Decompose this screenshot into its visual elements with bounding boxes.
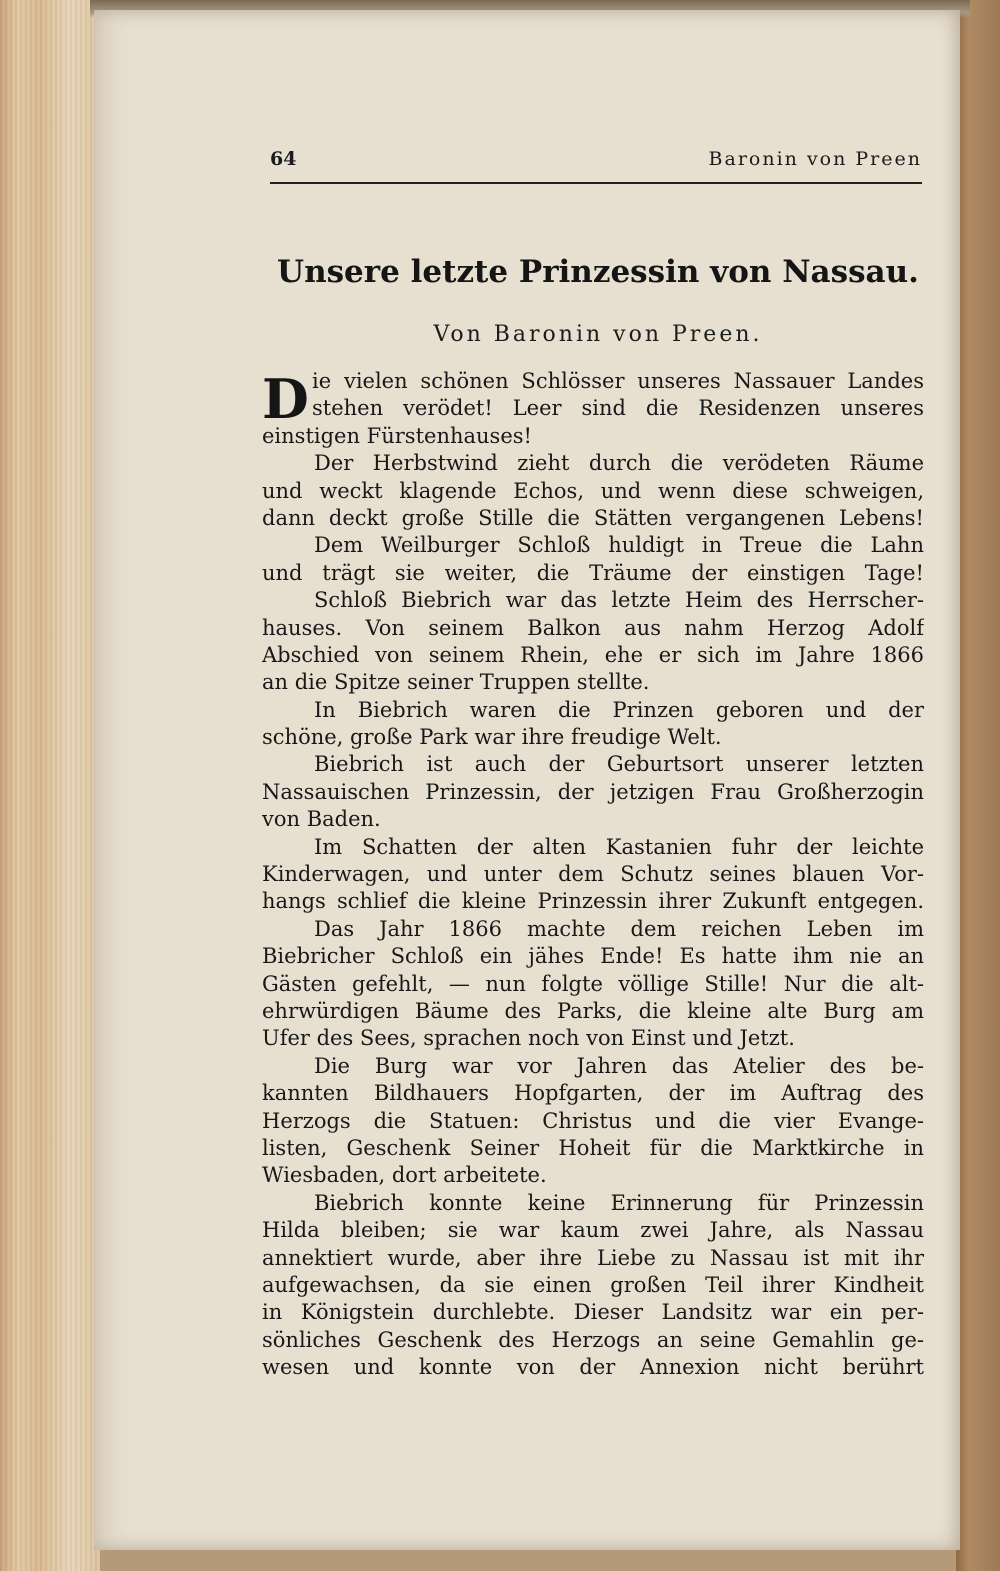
text-line: ehrwürdigen Bäume des Parks, die kleine alte Burg am	[262, 998, 924, 1023]
text-line: Nassauischen Prinzessin, der jetzigen Frau Großherzogin	[262, 779, 924, 804]
text-line: listen, Geschenk Seiner Hoheit für die Marktkirche in	[262, 1135, 924, 1160]
drop-cap: D	[262, 367, 309, 431]
text-line: ie vielen schönen Schlösser unseres Nassauer Landes	[312, 369, 924, 393]
text-line: Die Burg war vor Jahren das Atelier des be-	[314, 1053, 924, 1078]
article-title: Unsere letzte Prinzessin von Nassau.	[277, 254, 919, 290]
article-byline: Von Baronin von Preen.	[433, 322, 763, 347]
text-line: Herzogs die Statuen: Christus und die vier Evange-	[262, 1108, 924, 1133]
text-line: Hilda bleiben; sie war kaum zwei Jahre, als Nassau	[262, 1218, 924, 1243]
text-line: annektiert wurde, aber ihre Liebe zu Nassau ist mit ihr	[262, 1245, 924, 1270]
running-head: Baronin von Preen	[708, 148, 922, 170]
text-line: Dem Weilburger Schloß huldigt in Treue die Lahn	[314, 533, 924, 558]
text-line: Biebricher Schloß ein jähes Ende! Es hatte ihm nie an	[262, 944, 924, 969]
text-line: hangs schlief die kleine Prinzessin ihrer Zukunft entgegen.	[262, 889, 924, 914]
text-line: in Königstein durchlebte. Dieser Landsitz war ein per-	[262, 1300, 924, 1325]
article-body	[262, 368, 924, 1381]
page-header	[270, 148, 922, 184]
text-line: Abschied von seinem Rhein, ehe er sich im Jahre 1866	[262, 642, 924, 667]
text-line: Gästen gefehlt, — nun folgte völlige Stille! Nur die alt-	[262, 971, 924, 996]
text-line: Wiesbaden, dort arbeitete.	[262, 1163, 547, 1188]
text-line: stehen verödet! Leer sind die Residenzen unseres	[312, 396, 924, 421]
text-line: hauses. Von seinem Balkon aus nahm Herzog Adolf	[262, 615, 924, 640]
text-line: Kinderwagen, und unter dem Schutz seines blauen Vor-	[262, 862, 924, 887]
text-line: Der Herbstwind zieht durch die verödeten Räume	[314, 451, 924, 476]
text-line: dann deckt große Stille die Stätten vergangenen Lebens!	[262, 505, 924, 530]
page-stack-edge	[0, 0, 100, 1571]
text-line: an die Spitze seiner Truppen stellte.	[262, 670, 650, 695]
text-line: einstigen Fürstenhauses!	[262, 423, 532, 448]
text-line: Im Schatten der alten Kastanien fuhr der leichte	[314, 834, 924, 859]
text-line: Das Jahr 1866 machte dem reichen Leben im	[314, 916, 924, 941]
text-line: schöne, große Park war ihre freudige Welt.	[262, 725, 722, 750]
text-line: Biebrich ist auch der Geburtsort unserer letzten	[314, 752, 924, 777]
text-line: sönliches Geschenk des Herzogs an seine Gemahlin ge-	[262, 1327, 924, 1352]
text-line: und trägt sie weiter, die Träume der einstigen Tage!	[262, 560, 924, 585]
text-line: Schloß Biebrich war das letzte Heim des Herrscher-	[314, 588, 924, 613]
text-line: und weckt klagende Echos, und wenn diese schweigen,	[262, 478, 924, 503]
page-number: 64	[270, 148, 297, 170]
text-line: wesen und konnte von der Annexion nicht berührt	[262, 1355, 924, 1380]
text-line: von Baden.	[262, 807, 381, 832]
text-line: Biebrich konnte keine Erinnerung für Prinzessin	[314, 1190, 924, 1215]
text-line: aufgewachsen, da sie einen großen Teil ihrer Kindheit	[262, 1272, 924, 1297]
text-line: In Biebrich waren die Prinzen geboren und der	[314, 697, 924, 722]
text-line: kannten Bildhauers Hopfgarten, der im Auftrag des	[262, 1081, 924, 1106]
book-cover-edge	[956, 0, 1000, 1571]
text-line: Ufer des Sees, sprachen noch von Einst und Jetzt.	[262, 1026, 795, 1051]
